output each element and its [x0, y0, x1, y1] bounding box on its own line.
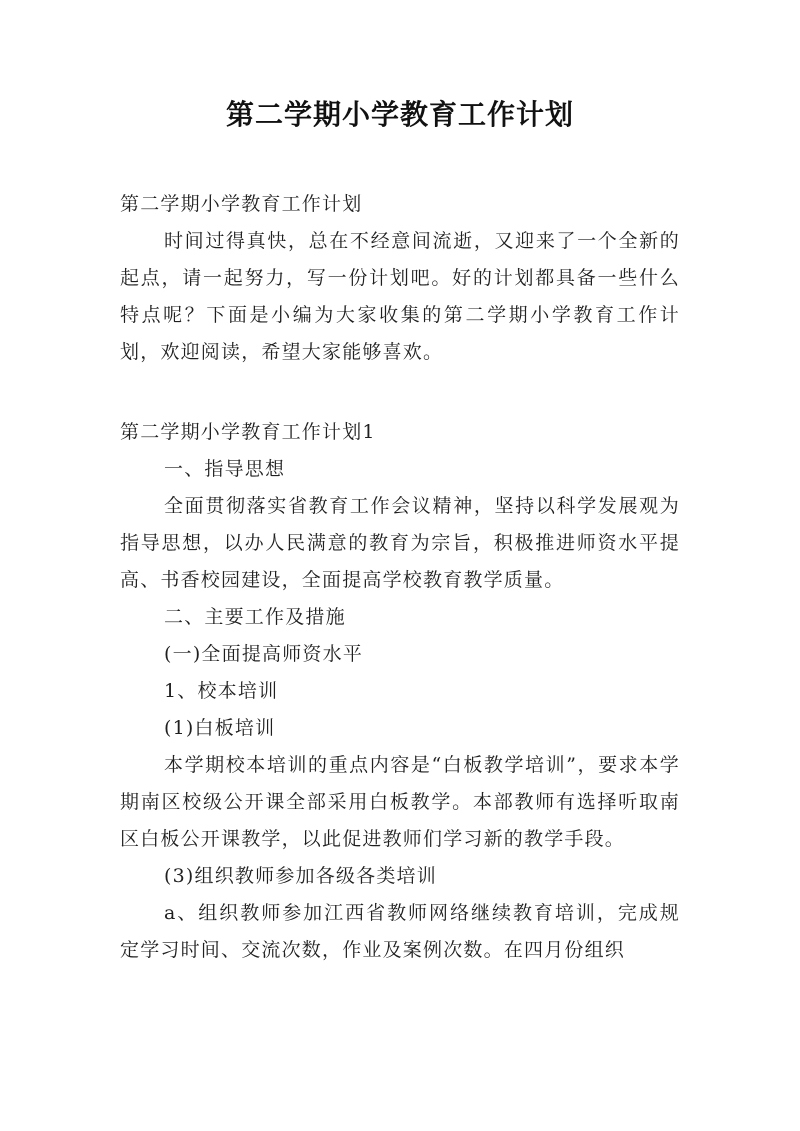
guiding-paragraph: 全面贯彻落实省教育工作会议精神，坚持以科学发展观为指导思想，以办人民满意的教育为宗旨，积极推进师资水平提高、书香校园建设，全面提高学校教育教学质量。 [120, 495, 680, 591]
guiding-heading: 一、指导思想 [164, 458, 286, 480]
sub1-1-3-heading: (3)组织教师参加各级各类培训 [164, 865, 437, 887]
intro-heading: 第二学期小学教育工作计划 [120, 193, 363, 215]
whiteboard-paragraph: 本学期校本培训的重点内容是“白板教学培训”，要求本学期南区校级公开课全部采用白板教学。本部教师有选择听取南区白板公开课教学，以此促进教师们学习新的教学手段。 [120, 754, 680, 850]
document-title: 第二学期小学教育工作计划 [225, 98, 574, 131]
sub1-1-heading: 1、校本培训 [164, 680, 279, 702]
sub1-1-1-heading: (1)白板培训 [164, 717, 276, 739]
measures-heading: 二、主要工作及措施 [164, 606, 346, 628]
intro-block [120, 186, 680, 371]
section-1 [120, 414, 680, 969]
intro-paragraph: 时间过得真快，总在不经意间流逝，又迎来了一个全新的起点，请一起努力，写一份计划吧。好的计划都具备一些什么特点呢？下面是小编为大家收集的第二学期小学教育工作计划，欢迎阅读，希望大家能够喜欢。 [120, 230, 680, 363]
sub1-heading: (一)全面提高师资水平 [164, 643, 364, 665]
section-1-heading: 第二学期小学教育工作计划1 [120, 421, 376, 443]
training-paragraph: a、组织教师参加江西省教师网络继续教育培训，完成规定学习时间、交流次数，作业及案例次数。在四月份组织 [120, 902, 680, 961]
